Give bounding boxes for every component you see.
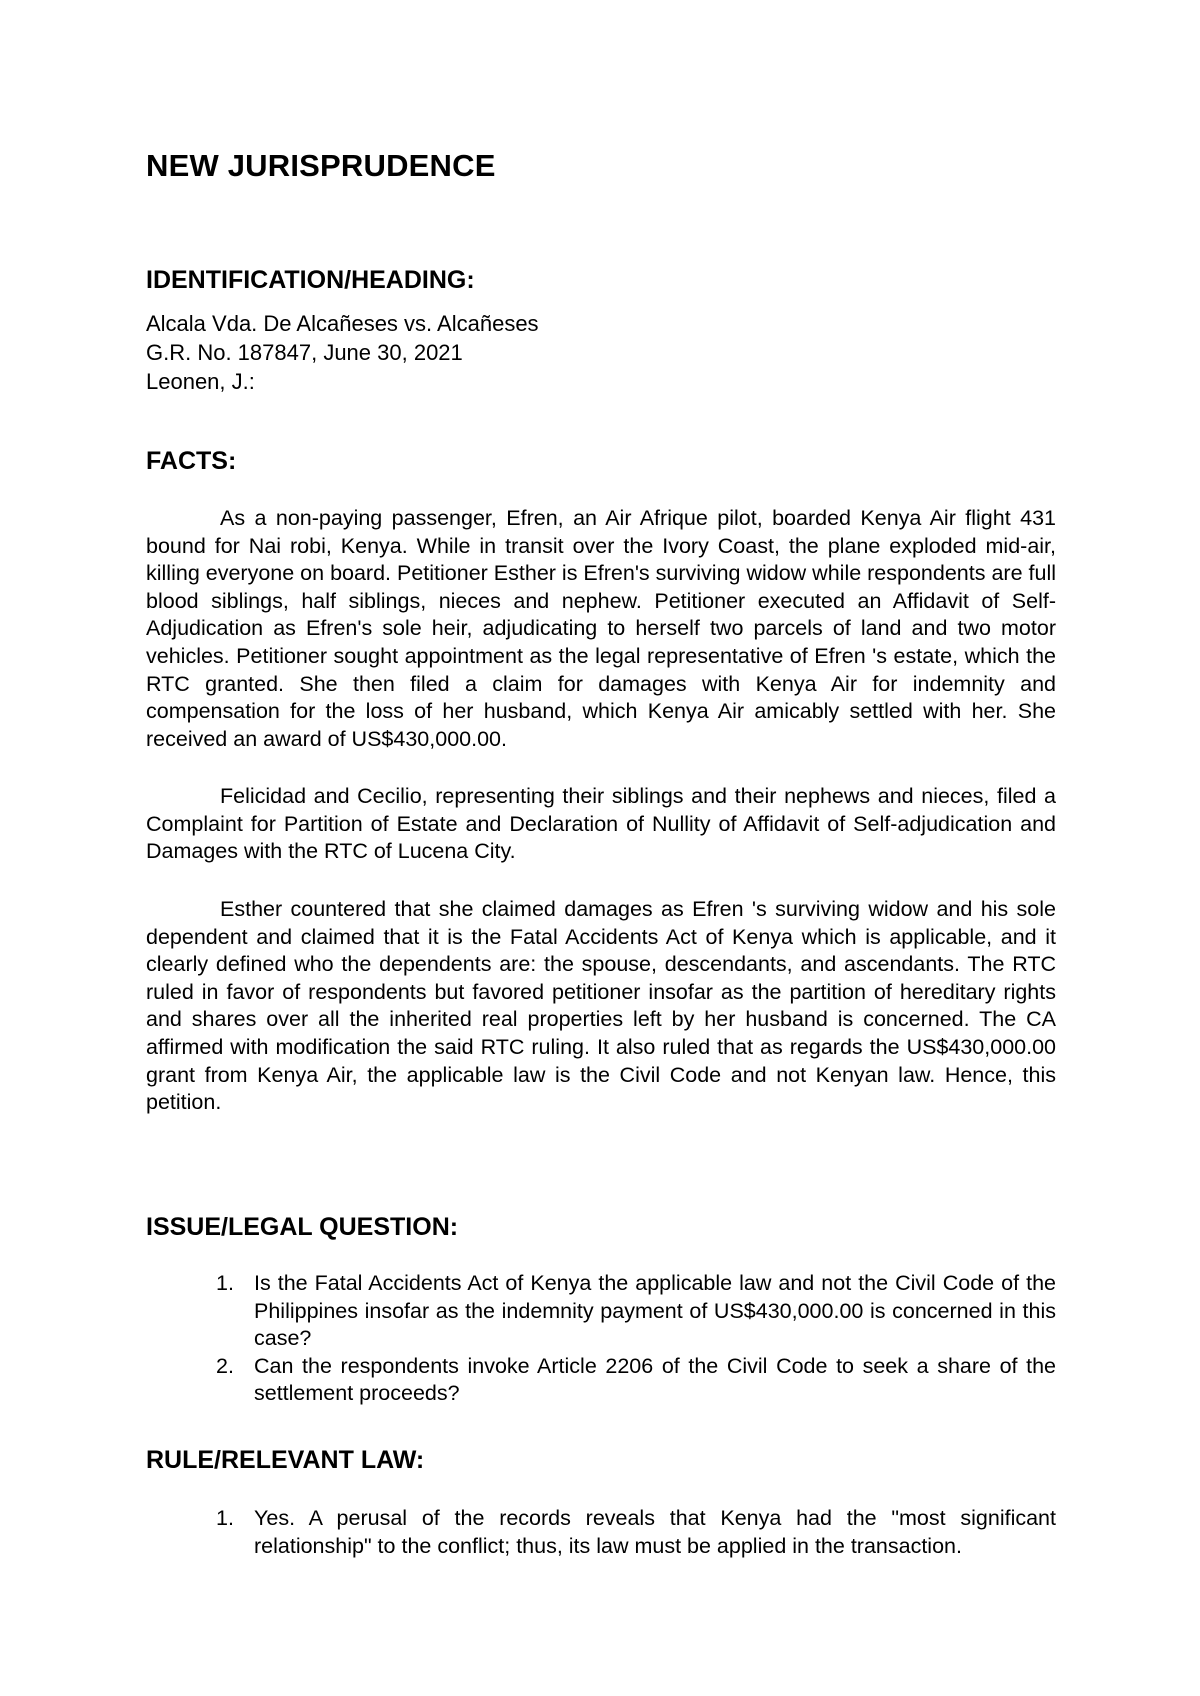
issue-list <box>146 1270 1056 1408</box>
list-item-number: 1. <box>216 1271 234 1295</box>
issue-heading: ISSUE/LEGAL QUESTION: <box>146 1213 459 1241</box>
facts-paragraph: As a non-paying passenger, Efren, an Air Afrique pilot, boarded Kenya Air flight 431 bound for Nai robi, Kenya. While in transit over the Ivory Coast, the plane exploded mid-air, killing everyone on board. Petitioner Esther is Efren's surviving widow while respondents are full blood siblings, half siblings, nieces and nephew. Petitioner executed an Affidavit of Self-Adjudication as Efren's sole heir, adjudicating to herself two parcels of land and two motor vehicles. Petitioner sought appointment as the legal representative of Efren 's estate, which the RTC granted. She then filed a claim for damages with Kenya Air for indemnity and compensation for the loss of her husband, which Kenya Air amicably settled with her. She received an award of US$430,000.00. <box>146 506 1056 751</box>
gr-number: G.R. No. 187847, June 30, 2021 <box>146 340 463 365</box>
rule-heading: RULE/RELEVANT LAW: <box>146 1446 425 1474</box>
list-item <box>146 1353 1056 1408</box>
list-item-text: Yes. A perusal of the records reveals that Kenya had the "most significant relationship" to the conflict; thus, its law must be applied in the transaction. <box>254 1506 1056 1558</box>
list-item-number: 2. <box>216 1353 234 1378</box>
identification-block <box>146 309 539 396</box>
rule-list <box>146 1505 1056 1560</box>
list-item-number: 1. <box>216 1506 234 1530</box>
document-title: NEW JURISPRUDENCE <box>146 148 496 183</box>
list-item <box>146 1270 1056 1353</box>
identification-heading: IDENTIFICATION/HEADING: <box>146 266 475 294</box>
list-item-text: Is the Fatal Accidents Act of Kenya the applicable law and not the Civil Code of the Philippines insofar as the indemnity payment of US$430,000.00 is concerned in this case? <box>254 1271 1056 1351</box>
facts-heading: FACTS: <box>146 447 237 475</box>
list-item-text: Can the respondents invoke Article 2206 of the Civil Code to seek a share of the settlement proceeds? <box>254 1353 1056 1406</box>
list-item <box>146 1505 1056 1560</box>
facts-paragraph: Esther countered that she claimed damages as Efren 's surviving widow and his sole dependent and claimed that it is the Fatal Accidents Act of Kenya which is applicable, and it clearly defined who the dependents are: the spouse, descendants, and ascendants. The RTC ruled in favor of respondents but favored petitioner insofar as the partition of hereditary rights and shares over all the inherited real properties left by her husband is concerned. The CA affirmed with modification the said RTC ruling. It also ruled that as regards the US$430,000.00 grant from Kenya Air, the applicable law is the Civil Code and not Kenyan law. Hence, this petition. <box>146 897 1056 1115</box>
case-name: Alcala Vda. De Alcañeses vs. Alcañeses <box>146 311 539 336</box>
facts-paragraph: Felicidad and Cecilio, representing their siblings and their nephews and nieces, filed a Complaint for Partition of Estate and Declaration of Nullity of Affidavit of Self-adjudication and Damages with the RTC of Lucena City. <box>146 784 1056 864</box>
ponente: Leonen, J.: <box>146 369 255 394</box>
